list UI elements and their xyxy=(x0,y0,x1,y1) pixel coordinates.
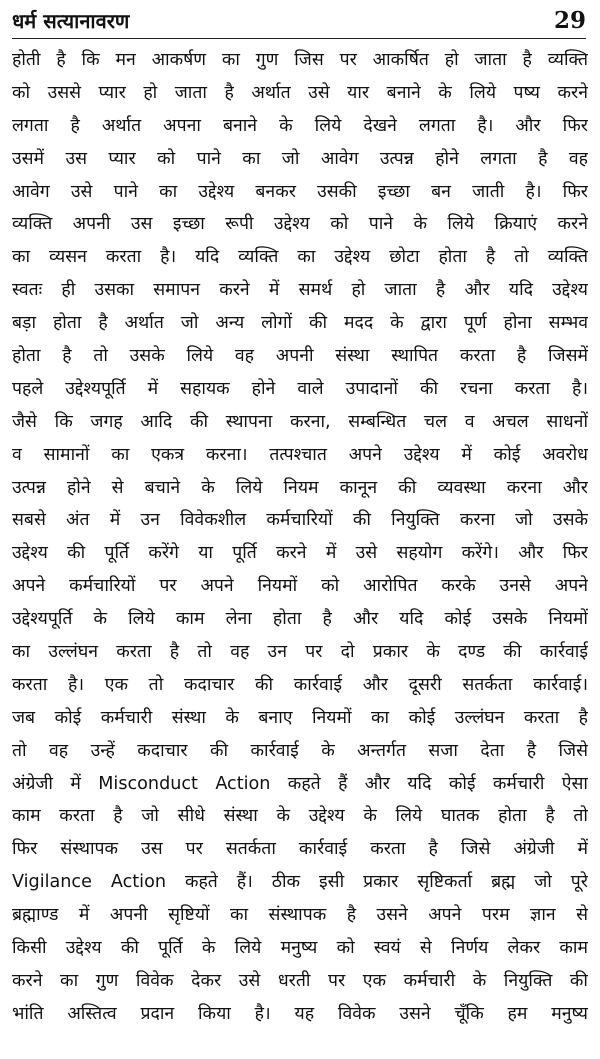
text-line: उसमें उस प्यार को पाने का जो आवेग उत्पन्न होने लगता है वह xyxy=(12,148,588,169)
text-line: बड़ा होता है अर्थात जो अन्य लोगों की मदद के द्वारा पूर्ण होना सम्भव xyxy=(12,313,588,334)
text-line: लगता है अर्थात अपना बनाने के लिये देखने लगता है। और फिर xyxy=(12,115,588,136)
text-line: अपने कर्मचारियों पर अपने नियमों को आरोपित करके उनसे अपने xyxy=(12,576,588,597)
page-number: 29 xyxy=(553,6,586,34)
text-line: सबसे अंत में उन विवेकशील कर्मचारियों की नियुक्ति करना जो उसके xyxy=(12,510,588,531)
text-line: उद्देश्य की पूर्ति करेंगे या पूर्ति करने में उसे सहयोग करेंगे। और फिर xyxy=(12,543,588,564)
text-line: स्वतः ही उसका समापन करने में समर्थ हो जाता है और यदि उद्देश्य xyxy=(12,280,588,301)
text-line: होता है तो उसके लिये वह अपनी संस्था स्थापित करता है जिसमें xyxy=(12,346,588,367)
text-line: करता है। एक तो कदाचार की कार्रवाई और दूसरी सतर्कता कार्रवाई। xyxy=(12,674,588,695)
text-line: तो वह उन्हें कदाचार की कार्रवाई के अन्तर्गत सजा देता है जिसे xyxy=(12,740,588,761)
text-line: व्यक्ति अपनी उस इच्छा रूपी उद्देश्य को पाने के लिये क्रियाएं करने xyxy=(12,214,588,235)
text-line: होती है कि मन आकर्षण का गुण जिस पर आकर्षित हो जाता है व्यक्ति xyxy=(12,50,588,70)
body-text xyxy=(12,44,588,1031)
text-line: पहले उद्देश्यपूर्ति में सहायक होने वाले उपादानों की रचना करता है। xyxy=(12,378,588,399)
text-line: का व्यसन करता है। यदि व्यक्ति का उद्देश्य छोटा होता है तो व्यक्ति xyxy=(12,247,588,268)
text-line: आवेग उसे पाने का उद्देश्य बनकर उसकी इच्छा बन जाती है। फिर xyxy=(12,181,588,202)
running-title: धर्म सत्यानावरण xyxy=(12,8,130,33)
text-line: Vigilance Action कहते हैं। ठीक इसी प्रकार सृष्टिकर्ता ब्रह्म जो पूरे xyxy=(12,872,588,893)
text-line: उद्देश्यपूर्ति के लिये काम लेना होता है और यदि कोई उसके नियमों xyxy=(12,609,588,630)
page-header xyxy=(12,4,586,36)
text-line: अंग्रेजी में Misconduct Action कहते हैं और यदि कोई कर्मचारी ऐसा xyxy=(12,773,588,794)
text-line: करने का गुण विवेक देकर उसे धरती पर एक कर्मचारी के नियुक्ति की xyxy=(12,970,588,991)
text-line: को उससे प्यार हो जाता है अर्थात उसे यार बनाने के लिये पष्य करने xyxy=(12,82,588,103)
text-line: भांति अस्तित्व प्रदान किया है। यह विवेक उसने चूँकि हम मनुष्य xyxy=(12,1003,588,1024)
text-line: ब्रह्माण्ड में अपनी सृष्टियों का संस्थापक है उसने अपने परम ज्ञान से xyxy=(12,905,588,926)
text-line: व सामानों का एकत्र करना। तत्पश्चात अपने उद्देश्य में कोई अवरोध xyxy=(12,444,588,465)
text-line: उत्पन्न होने से बचाने के लिये नियम कानून की व्यवस्था करना और xyxy=(12,477,588,498)
text-line: जैसे कि जगह आदि की स्थापना करना, सम्बन्धित चल व अचल साधनों xyxy=(12,411,588,432)
text-line: जब कोई कर्मचारी संस्था के बनाए नियमों का कोई उल्लंघन करता है xyxy=(12,707,588,728)
text-line: फिर संस्थापक उस पर सतर्कता कार्रवाई करता है जिसे अंग्रेजी में xyxy=(12,839,588,860)
text-line: काम करता है जो सीधे संस्था के उद्देश्य के लिये घातक होता है तो xyxy=(12,806,588,827)
header-rule xyxy=(12,38,586,39)
text-line: किसी उद्देश्य की पूर्ति के लिये मनुष्य को स्वयं से निर्णय लेकर काम xyxy=(12,938,588,959)
text-line: का उल्लंघन करता है तो वह उन पर दो प्रकार के दण्ड की कार्रवाई xyxy=(12,642,588,663)
